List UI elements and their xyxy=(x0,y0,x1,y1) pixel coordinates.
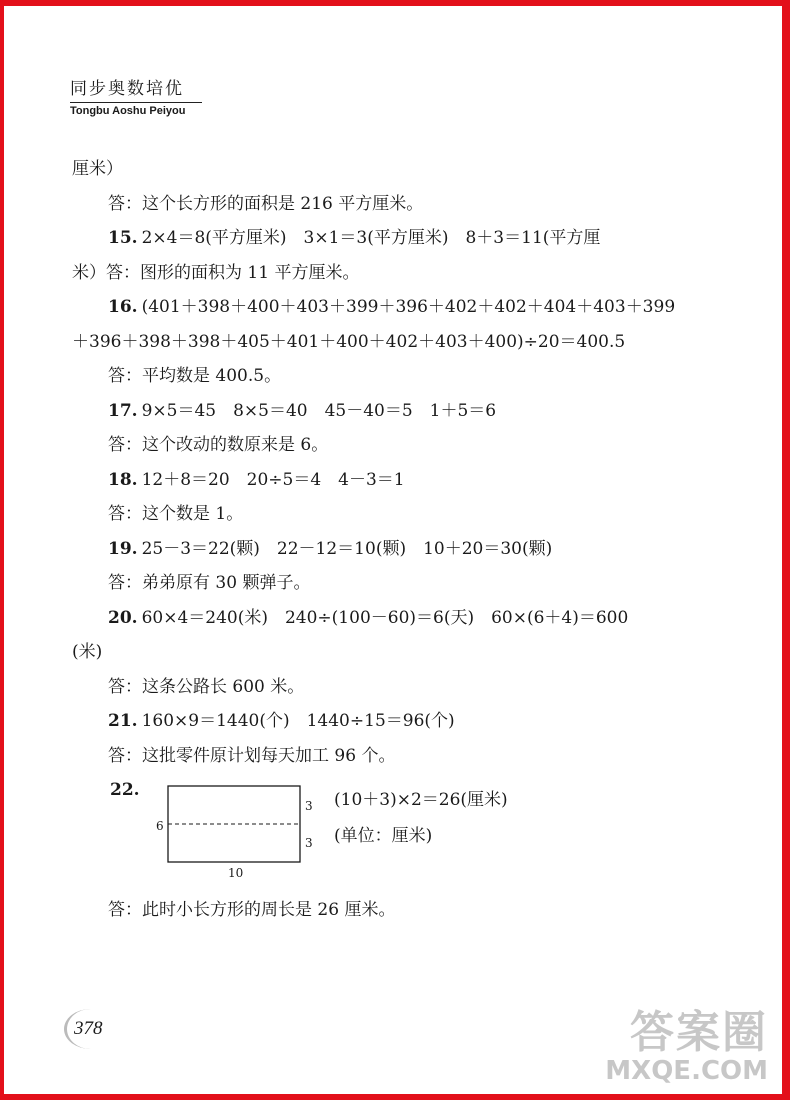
problem-number: 19. xyxy=(108,538,138,559)
header-title-cn: 同步奥数培优 xyxy=(70,79,184,99)
solution-line-17 xyxy=(72,394,692,429)
unit-note: (单位：厘米) xyxy=(334,826,433,846)
solution-line-21 xyxy=(72,704,692,739)
solutions-content xyxy=(72,152,692,928)
answer-line: 答：这条公路长 600 米。 xyxy=(108,676,305,697)
solution-line-16 xyxy=(72,290,692,325)
answer-line: 答：弟弟原有 30 颗弹子。 xyxy=(108,573,311,593)
solution-text: 25－3＝22(颗) 22－12＝10(颗) 10＋20＝30(颗) xyxy=(141,538,553,559)
page-number: 378 xyxy=(74,1018,103,1039)
solution-line-18 xyxy=(72,463,692,498)
solution-text: (401＋398＋400＋403＋399＋396＋402＋402＋404＋403＋399 xyxy=(141,297,676,317)
answer-line: 答：这个长方形的面积是 216 平方厘米。 xyxy=(108,193,424,214)
width-label: 10 xyxy=(228,866,244,880)
solution-formula: (10＋3)×2＝26(厘米) xyxy=(334,790,508,810)
problem-22 xyxy=(72,773,692,893)
solution-text: 2×4＝8(平方厘米) 3×1＝3(平方厘米) 8＋3＝11(平方厘 xyxy=(141,228,601,248)
page-header xyxy=(70,74,202,117)
solution-text: 9×5＝45 8×5＝40 45－40＝5 1＋5＝6 xyxy=(141,400,497,421)
problem-number: 21. xyxy=(108,711,138,731)
header-title-en: Tongbu Aoshu Peiyou xyxy=(70,105,186,117)
text-line: 米）答：图形的面积为 11 平方厘米。 xyxy=(72,262,360,283)
problem-number: 20. xyxy=(108,607,138,628)
solution-text: 12＋8＝20 20÷5＝4 4－3＝1 xyxy=(141,469,405,490)
solution-text: 60×4＝240(米) 240÷(100－60)＝6(天) 60×(6＋4)＝600 xyxy=(141,607,629,628)
answer-line: 答：这批零件原计划每天加工 96 个。 xyxy=(108,745,396,766)
solution-line-19 xyxy=(72,532,692,567)
solution-line-20 xyxy=(72,601,692,636)
watermark-logo: 答案圈 xyxy=(630,1007,768,1058)
height-label: 6 xyxy=(156,819,164,833)
problem-number: 17. xyxy=(108,400,138,421)
problem-number: 22. xyxy=(110,780,140,800)
answer-line: 答：平均数是 400.5。 xyxy=(108,366,282,386)
solution-text: 160×9＝1440(个) 1440÷15＝96(个) xyxy=(141,711,455,731)
answer-line: 答：这个数是 1。 xyxy=(108,504,244,524)
text-line: ＋396＋398＋398＋405＋401＋400＋402＋403＋400)÷20＝400.5 xyxy=(72,331,626,352)
watermark xyxy=(605,996,768,1086)
header-rule xyxy=(70,102,202,103)
solution-line-15 xyxy=(72,221,692,256)
text-line: 厘米） xyxy=(72,159,123,179)
answer-line: 答：这个改动的数原来是 6。 xyxy=(108,435,329,455)
text-line: (米) xyxy=(72,642,103,662)
watermark-site: MXQE.COM xyxy=(605,1056,768,1086)
rectangle-diagram xyxy=(152,783,322,883)
problem-number: 15. xyxy=(108,228,138,248)
answer-line: 答：此时小长方形的周长是 26 厘米。 xyxy=(108,900,396,920)
top-half-label: 3 xyxy=(305,799,313,813)
bottom-half-label: 3 xyxy=(305,836,313,850)
problem-number: 18. xyxy=(108,469,138,490)
problem-number: 16. xyxy=(108,297,138,317)
